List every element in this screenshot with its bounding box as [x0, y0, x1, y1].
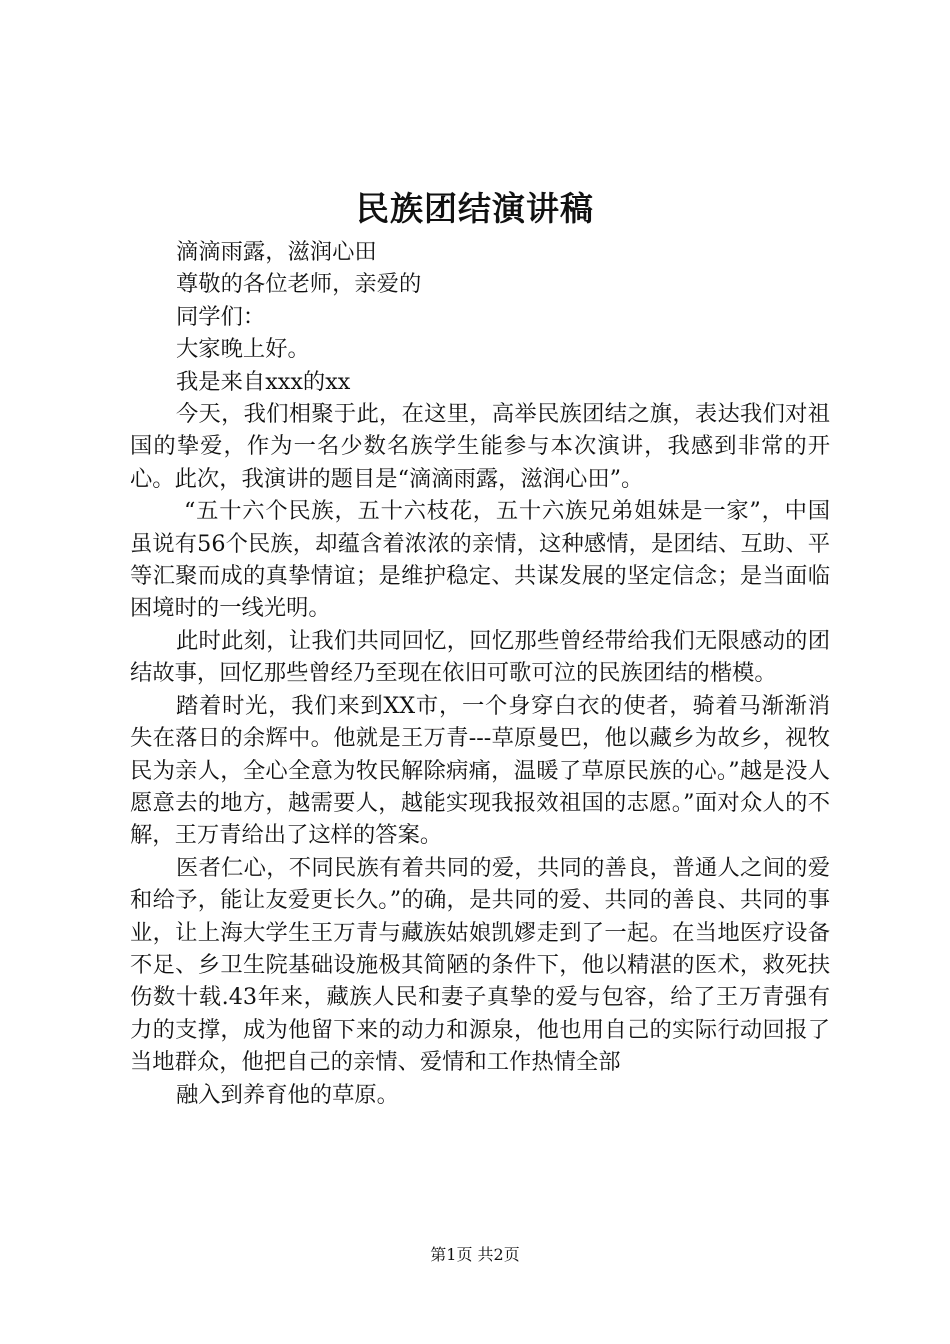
paragraph-fifty-six-nations: “五十六个民族，五十六枝花，五十六族兄弟姐妹是一家”，中国虽说有56个民族，却蕴含着浓浓的亲情，这种感情，是团结、互助、平等汇聚而成的真挚情谊；是维护稳定、共谋发展的坚定信念；是当面临困境时的一线光明。 — [130, 498, 830, 622]
document-title: 民族团结演讲稿 — [356, 189, 594, 228]
page-footer: 第1页 共2页 — [430, 1245, 520, 1264]
paragraph-subtitle: 滴滴雨露，滋润心田 — [176, 239, 377, 265]
paragraph-salutation-cont: 同学们： — [176, 303, 266, 330]
document-body — [130, 236, 830, 1111]
paragraph-opening: 今天，我们相聚于此，在这里，高举民族团结之旗，表达我们对祖国的挚爱，作为一名少数名族学生能参与本次演讲，我感到非常的开心。此次，我演讲的题目是“滴滴雨露，滋润心田”。 — [130, 401, 830, 492]
paragraph-salutation: 尊敬的各位老师，亲爱的 — [176, 271, 422, 298]
paragraph-self-intro: 我是来自xxx的xx — [176, 368, 351, 395]
paragraph-wang-wanqing-story: 踏着时光，我们来到XX市，一个身穿白衣的使者，骑着马渐渐消失在落日的余辉中。他就是王万青---草原曼巴，他以藏乡为故乡，视牧民为亲人，全心全意为牧民解除病痛，温暖了草原民族的心。”越是没人愿意去的地方，越需要人，越能实现我报效祖国的志愿。”面对众人的不解，王万青给出了这样的答案。 — [130, 692, 830, 849]
paragraph-closing-line: 融入到养育他的草原。 — [176, 1081, 399, 1108]
paragraph-recall: 此时此刻，让我们共同回忆，回忆那些曾经带给我们无限感动的团结故事，回忆那些曾经乃至现在依旧可歌可泣的民族团结的楷模。 — [130, 627, 830, 687]
paragraph-doctor-benevolence: 医者仁心，不同民族有着共同的爱，共同的善良，普通人之间的爱和给予，能让友爱更长久。”的确，是共同的爱、共同的善良、共同的事业，让上海大学生王万青与藏族姑娘凯嫪走到了一起。在当地医疗设备不足、乡卫生院基础设施极其简陋的条件下，他以精湛的医术，救死扶伤数十载.43年来，藏族人民和妻子真挚的爱与包容，给了王万青强有力的支撑，成为他留下来的动力和源泉，他也用自己的实际行动回报了当地群众，他把自己的亲情、爱情和工作热情全部 — [130, 854, 830, 1076]
paragraph-greeting: 大家晚上好。 — [176, 336, 310, 363]
